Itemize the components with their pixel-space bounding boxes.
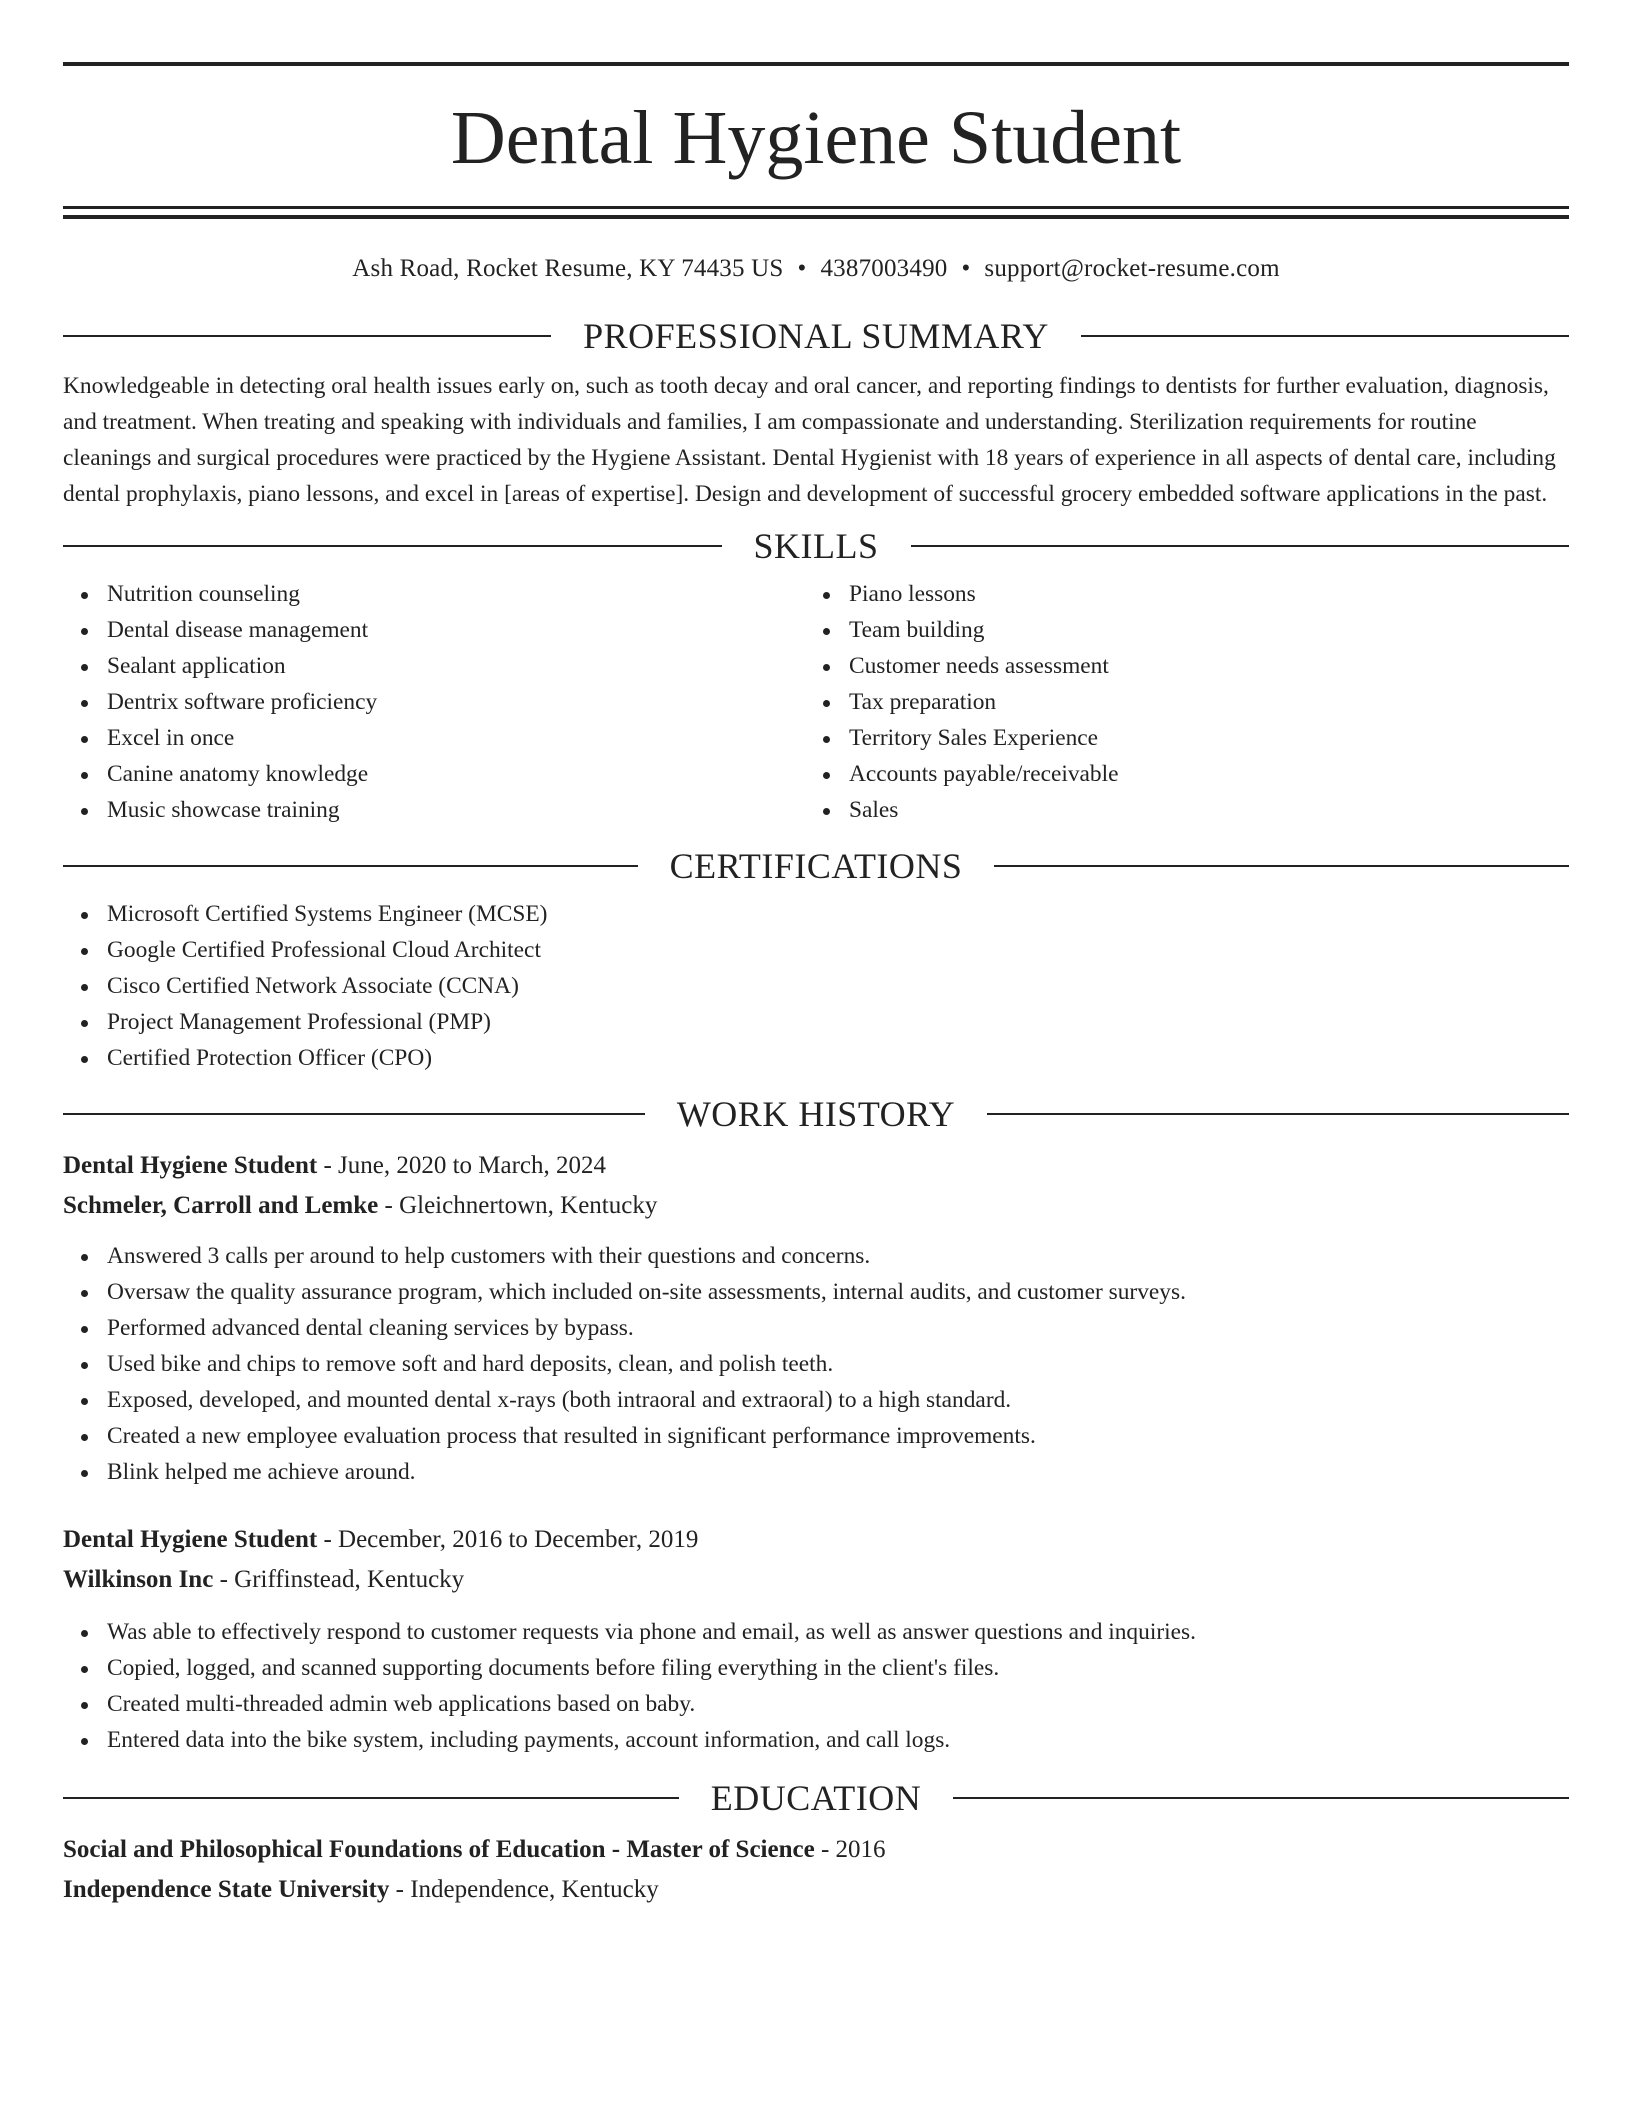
job-bullet: Created multi-threaded admin web applications based on baby.	[63, 1686, 1569, 1722]
section-rule	[953, 1797, 1569, 1799]
section-title-work-history: WORK HISTORY	[676, 1094, 956, 1134]
resume-title: Dental Hygiene Student	[450, 96, 1182, 180]
education-year: - 2016	[820, 1836, 886, 1863]
job-title: Dental Hygiene Student	[63, 1526, 318, 1553]
section-rule	[63, 865, 638, 867]
skill-item: Piano lessons	[805, 576, 1547, 612]
section-header-education	[63, 1780, 1569, 1816]
job-title: Dental Hygiene Student	[63, 1152, 318, 1179]
section-title-certifications: CERTIFICATIONS	[669, 846, 963, 886]
job-bullet: Entered data into the bike system, including payments, account information, and call logs.	[63, 1722, 1569, 1758]
section-header-summary	[63, 318, 1569, 354]
section-header-certifications	[63, 848, 1569, 884]
education-school-line	[63, 1870, 1569, 1910]
job-company: Wilkinson Inc	[63, 1566, 214, 1593]
job-bullet: Copied, logged, and scanned supporting documents before filing everything in the client's files.	[63, 1650, 1569, 1686]
job-dates: - June, 2020 to March, 2024	[323, 1152, 607, 1179]
job-bullet: Was able to effectively respond to customer requests via phone and email, as well as answer questions and inquiries.	[63, 1614, 1569, 1650]
section-header-skills	[63, 528, 1569, 564]
certification-item: Google Certified Professional Cloud Architect	[63, 932, 1569, 968]
job-bullets	[63, 1614, 1569, 1758]
job-bullet: Performed advanced dental cleaning services by bypass.	[63, 1310, 1569, 1346]
section-header-work-history	[63, 1096, 1569, 1132]
skill-item: Dentrix software proficiency	[63, 684, 805, 720]
education-degree: Social and Philosophical Foundations of Education - Master of Science	[63, 1836, 815, 1863]
job-company: Schmeler, Carroll and Lemke	[63, 1192, 379, 1219]
section-rule	[63, 335, 551, 337]
section-title-skills: SKILLS	[753, 526, 879, 566]
contact-phone: 4387003490	[820, 255, 948, 282]
certification-item: Cisco Certified Network Associate (CCNA)	[63, 968, 1569, 1004]
skill-item: Accounts payable/receivable	[805, 756, 1547, 792]
section-rule	[1081, 335, 1569, 337]
section-rule	[63, 1797, 679, 1799]
skill-item: Territory Sales Experience	[805, 720, 1547, 756]
summary-text: Knowledgeable in detecting oral health issues early on, such as tooth decay and oral cancer, and reporting findings to dentists for further evaluation, diagnosis, and treatment. When treating and speaking with individuals and families, I am compassionate and understanding. Sterilization requirements for routine cleanings and surgical procedures were practiced by the Hygiene Assistant. Dental Hygienist with 18 years of experience in all aspects of dental care, including dental prophylaxis, piano lessons, and excel in [areas of expertise]. Design and development of successful grocery embedded software applications in the past.	[63, 373, 1556, 507]
job-bullet: Answered 3 calls per around to help customers with their questions and concerns.	[63, 1238, 1569, 1274]
title-double-rule	[63, 206, 1569, 219]
job-title-line	[63, 1146, 1569, 1186]
skill-item: Sales	[805, 792, 1547, 828]
education-school: Independence State University	[63, 1876, 390, 1903]
job-dates: - December, 2016 to December, 2019	[323, 1526, 699, 1553]
job-bullet: Exposed, developed, and mounted dental x-rays (both intraoral and extraoral) to a high standard.	[63, 1382, 1569, 1418]
job-title-line	[63, 1520, 1569, 1560]
contact-line	[63, 255, 1569, 283]
skills-grid	[63, 576, 1569, 828]
contact-separator: •	[961, 255, 971, 282]
skills-list-right	[805, 576, 1547, 828]
section-title-summary: PROFESSIONAL SUMMARY	[583, 316, 1049, 356]
skill-item: Sealant application	[63, 648, 805, 684]
skills-list-left	[63, 576, 805, 828]
skill-item: Dental disease management	[63, 612, 805, 648]
skill-item: Excel in once	[63, 720, 805, 756]
contact-address: Ash Road, Rocket Resume, KY 74435 US	[352, 255, 784, 282]
skill-item: Canine anatomy knowledge	[63, 756, 805, 792]
job-location: - Griffinstead, Kentucky	[219, 1566, 465, 1593]
certifications-list	[63, 896, 1569, 1076]
section-rule	[987, 1113, 1569, 1115]
skill-item: Nutrition counseling	[63, 576, 805, 612]
job-bullet: Blink helped me achieve around.	[63, 1454, 1569, 1490]
certification-item: Certified Protection Officer (CPO)	[63, 1040, 1569, 1076]
top-rule	[63, 62, 1569, 66]
section-rule	[994, 865, 1569, 867]
education-degree-line	[63, 1830, 1569, 1870]
contact-email: support@rocket-resume.com	[984, 255, 1280, 282]
section-title-education: EDUCATION	[710, 1778, 922, 1818]
job-company-line	[63, 1186, 1569, 1226]
job-bullet: Used bike and chips to remove soft and hard deposits, clean, and polish teeth.	[63, 1346, 1569, 1382]
job-location: - Gleichnertown, Kentucky	[384, 1192, 658, 1219]
certification-item: Microsoft Certified Systems Engineer (MCSE)	[63, 896, 1569, 932]
skill-item: Team building	[805, 612, 1547, 648]
job-entry	[63, 1146, 1569, 1490]
job-entry	[63, 1520, 1569, 1758]
education-entry	[63, 1830, 1569, 1910]
contact-separator: •	[797, 255, 807, 282]
skill-item: Tax preparation	[805, 684, 1547, 720]
section-rule	[911, 545, 1570, 547]
section-rule	[63, 1113, 645, 1115]
job-company-line	[63, 1560, 1569, 1600]
skill-item: Music showcase training	[63, 792, 805, 828]
education-location: - Independence, Kentucky	[395, 1876, 659, 1903]
job-bullets	[63, 1238, 1569, 1490]
section-rule	[63, 545, 722, 547]
certification-item: Project Management Professional (PMP)	[63, 1004, 1569, 1040]
skill-item: Customer needs assessment	[805, 648, 1547, 684]
job-bullet: Created a new employee evaluation process that resulted in significant performance improvements.	[63, 1418, 1569, 1454]
job-bullet: Oversaw the quality assurance program, which included on-site assessments, internal audits, and customer surveys.	[63, 1274, 1569, 1310]
